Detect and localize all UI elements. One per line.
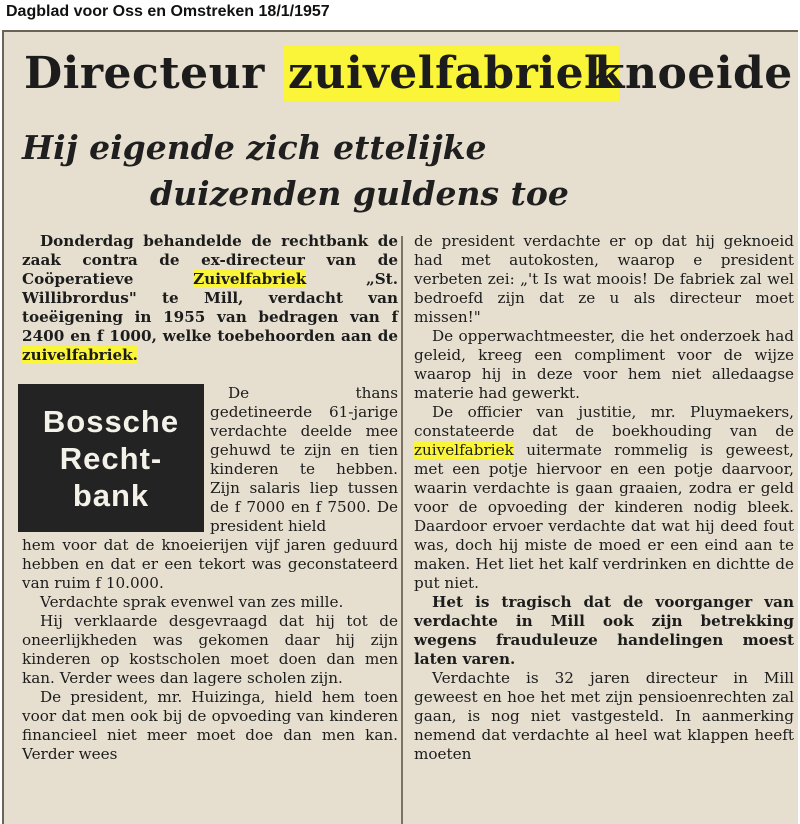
- right-p3-text-a: De officier van justitie, mr. Pluymaekers, constateerde dat de boekhouding van de: [414, 403, 794, 440]
- right-p3-highlight: zuivelfabriek: [414, 441, 514, 459]
- headline-part1: Directeur: [24, 48, 265, 99]
- logo-line3: bank: [72, 477, 150, 513]
- subheadline-line1: Hij eigende zich ettelijke: [22, 128, 487, 167]
- beside-logo-text: [210, 384, 398, 536]
- left-column-lower: [22, 536, 398, 764]
- left-column: [22, 232, 398, 365]
- paragraph-2: Verdachte sprak evenwel van zes mille.: [40, 593, 344, 611]
- right-paragraph-5: Verdachte is 32 jaren directeur in Mill geweest en hoe het met zijn pensioenrechten zal gaan, is nog niet vastgesteld. In aanmerking nemend dat verdachte al heel wat klappen heeft moeten: [414, 669, 794, 763]
- paragraph-4: De president, mr. Huizinga, hield hem toen voor dat men ook bij de opvoeding van kinderen financieel niet meer moet doe dan men kan. Verder wees: [22, 688, 398, 763]
- paragraph-after-logo: hem voor dat de knoeierijen vijf jaren geduurd hebben en dat er een tekort was geconstateerd van ruim f 10.000.: [22, 536, 398, 592]
- lead-paragraph: [22, 232, 398, 365]
- lead-text-b: „St. Willibrordus" te Mill, verdacht van toeëigening in 1955 van bedragen van f 2400 en f 1000, welke toebehoorden aan de: [22, 270, 398, 345]
- column-divider: [401, 236, 403, 824]
- source-caption: Dagblad voor Oss en Omstreken 18/1/1957: [6, 3, 330, 20]
- logo-line1: Bossche: [42, 403, 180, 439]
- paragraph-3: Hij verklaarde desgevraagd dat hij tot de oneerlijkheden was gekomen daar hij zijn kinderen op kostscholen moet doen dan men kan. Verder wees dan lagere scholen zijn.: [22, 612, 398, 687]
- bossche-rechtbank-logo: [18, 384, 204, 532]
- headline-part3: knoeide: [594, 48, 793, 99]
- paragraph-beside-logo: De thans gedetineerde 61-jarige verdachte deelde mee gehuwd te zijn en tien kinderen te hebben. Zijn salaris liep tussen de f 7000 en f 7500. De president hield: [210, 384, 398, 535]
- right-paragraph-2: De opperwachtmeester, die het onderzoek had geleid, kreeg een compliment voor de wijze waarop hij in deze voor hem niet alledaagse materie had gewerkt.: [414, 327, 794, 402]
- subheadline-line2: duizenden guldens toe: [150, 174, 569, 213]
- right-paragraph-bold: Het is tragisch dat de voorganger van verdachte in Mill ook zijn betrekking wegens frauduleuze handelingen moest laten varen.: [414, 593, 794, 668]
- lead-highlight-2: zuivelfabriek.: [22, 346, 138, 364]
- right-paragraph-1: de president verdachte er op dat hij geknoeid had met autokosten, waarop e president verbeten zei: „'t Is wat moois! De fabriek zal wel bedroefd zijn dat ze u als directeur moet missen!": [414, 232, 794, 326]
- right-p3-text-b: uitermate rommelig is geweest, met een potje hiervoor en een potje daarvoor, waarin verdachte is gaan graaien, zodra er geld voor de opvoeding der kinderen nodig bleek. Daardoor ervoer verdachte dat wat hij deed fout was, doch hij miste de moed er een eind aan te maken. Het liet het kalf verdrinken en dichtte de put niet.: [414, 441, 794, 592]
- newspaper-clipping: [2, 30, 798, 824]
- logo-line2: Recht-: [59, 440, 163, 476]
- lead-highlight-1: Zuivelfabriek: [193, 270, 307, 288]
- headline-highlight: zuivelfabriek: [284, 46, 619, 102]
- lead-text-a: Donderdag behandelde de rechtbank de zaak contra de ex-directeur van de Coöperatieve: [22, 232, 398, 288]
- right-column: [414, 232, 794, 764]
- right-paragraph-3: [414, 403, 794, 593]
